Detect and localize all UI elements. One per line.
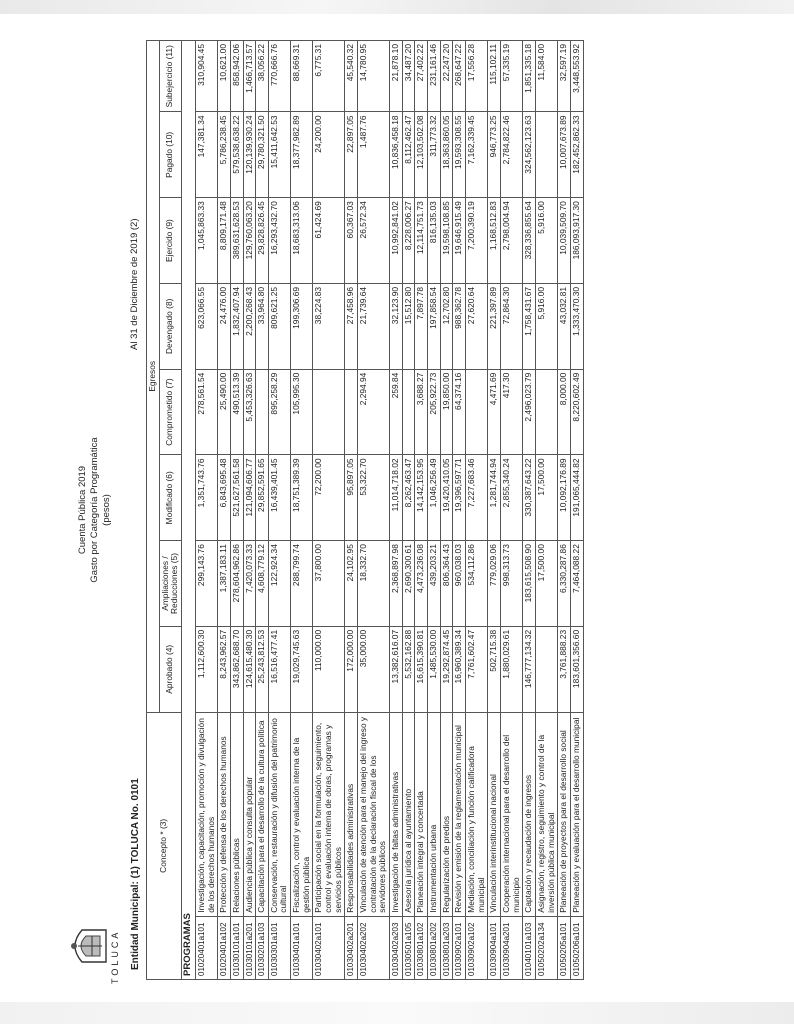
- row-value: 1,112,600.30: [195, 626, 217, 712]
- row-value: [313, 369, 345, 455]
- row-value: 72,200.00: [313, 455, 345, 541]
- row-code: 01030402a203: [390, 916, 403, 979]
- row-value: 311,773.32: [428, 112, 441, 198]
- row-concepto: Cooperación internacional para el desarrollo del municipio: [500, 712, 522, 916]
- table-row: [415, 41, 428, 980]
- document-title: Cuenta Pública 2019: [77, 465, 88, 555]
- row-value: 10,039,509.70: [558, 198, 571, 284]
- row-value: 27,402.22: [415, 41, 428, 112]
- row-value: 221,397.89: [488, 283, 501, 369]
- row-value: 17,556.28: [465, 41, 487, 112]
- row-value: 11,014,718.02: [390, 455, 403, 541]
- row-value: 288,799.74: [291, 541, 313, 627]
- row-value: 26,572.34: [358, 198, 390, 284]
- row-value: 389,631,628.53: [230, 198, 243, 284]
- row-value: 8,809,171.48: [218, 198, 231, 284]
- row-value: 7,200,390.19: [465, 198, 487, 284]
- row-value: 8,112,462.47: [402, 112, 415, 198]
- row-value: 16,516,477.41: [268, 626, 290, 712]
- row-code: 01030101a201: [243, 916, 256, 979]
- row-concepto: Vinculación interinstitucional nacional: [488, 712, 501, 916]
- row-value: 1,487.76: [358, 112, 390, 198]
- row-value: 205,922.73: [428, 369, 441, 455]
- row-value: 64,374.16: [453, 369, 466, 455]
- row-value: 2,294.94: [358, 369, 390, 455]
- row-value: 18,683,313.06: [291, 198, 313, 284]
- row-value: 29,852,591.65: [256, 455, 269, 541]
- row-value: 8,262,463.47: [402, 455, 415, 541]
- table-row: [243, 41, 256, 980]
- row-value: 2,368,897.98: [390, 541, 403, 627]
- row-concepto: Revisión y emisión de la reglamentación municipal: [453, 712, 466, 916]
- row-value: [345, 369, 358, 455]
- row-value: 521,627,561.58: [230, 455, 243, 541]
- row-concepto: Fiscalización, control y evaluación interna de la gestión pública: [291, 712, 313, 916]
- row-value: 8,243,962.57: [218, 626, 231, 712]
- row-value: 310,904.45: [195, 41, 217, 112]
- table-row: [558, 41, 571, 980]
- row-value: [256, 369, 269, 455]
- row-value: 35,000.00: [358, 626, 390, 712]
- row-value: 960,038.03: [453, 541, 466, 627]
- row-value: 16,293,432.70: [268, 198, 290, 284]
- row-value: 172,000.00: [345, 626, 358, 712]
- row-concepto: Captación y recaudación de ingresos: [523, 712, 536, 916]
- row-value: 15,411,642.53: [268, 112, 290, 198]
- row-concepto: Investigación de faltas administrativas: [390, 712, 403, 916]
- row-value: 18,332.70: [358, 541, 390, 627]
- row-value: 8,220,602.49: [570, 369, 583, 455]
- row-value: 16,439,401.45: [268, 455, 290, 541]
- table-row: [488, 41, 501, 980]
- row-value: 7,162,339.45: [465, 112, 487, 198]
- row-value: 1,880,029.61: [500, 626, 522, 712]
- row-value: 15,512.80: [402, 283, 415, 369]
- document-subtitle: Gasto por Categoría Programática: [89, 437, 100, 583]
- row-value: 115,102.11: [488, 41, 501, 112]
- row-code: 01050206a101: [570, 916, 583, 979]
- row-concepto: Planeación integral y concertada: [415, 712, 428, 916]
- row-value: 129,760,063.20: [243, 198, 256, 284]
- row-code: 01050205a101: [558, 916, 571, 979]
- row-value: 19,850.00: [440, 369, 453, 455]
- row-value: 324,562,123.63: [523, 112, 536, 198]
- row-value: 14,780.95: [358, 41, 390, 112]
- row-value: 2,690,300.61: [402, 541, 415, 627]
- row-concepto: Vinculación de atención para el manejo del ingreso y contratación de la declaración fiscal de los servidores públicos: [358, 712, 390, 916]
- row-value: 278,561.54: [195, 369, 217, 455]
- header-concepto: Concepto * (3): [147, 712, 182, 979]
- row-value: 7,420,073.33: [243, 541, 256, 627]
- row-value: [402, 369, 415, 455]
- row-value: 16,960,389.34: [453, 626, 466, 712]
- periodo-label: Al 31 de Diciembre de 2019 (2): [129, 218, 140, 350]
- row-code: 01030904a201: [500, 916, 522, 979]
- row-value: 8,228,006.27: [402, 198, 415, 284]
- row-value: 7,464,088.22: [570, 541, 583, 627]
- row-value: 24,200.00: [313, 112, 345, 198]
- header-pagado: Pagado (10): [159, 112, 181, 198]
- row-value: 4,471.69: [488, 369, 501, 455]
- row-value: 19,396,597.71: [453, 455, 466, 541]
- row-concepto: Conservación, restauración y difusión del patrimonio cultural: [268, 712, 290, 916]
- row-value: 779,029.06: [488, 541, 501, 627]
- row-value: 12,114,751.73: [415, 198, 428, 284]
- table-row: [440, 41, 453, 980]
- row-value: 6,775.31: [313, 41, 345, 112]
- scan-bottom-edge: [0, 1002, 794, 1024]
- row-value: 88,669.31: [291, 41, 313, 112]
- row-value: 10,621.00: [218, 41, 231, 112]
- header-egresos: Egresos: [147, 41, 160, 713]
- header-ampliaciones: Ampliaciones / Reducciones (5): [159, 541, 181, 627]
- row-value: 7,761,602.47: [465, 626, 487, 712]
- row-value: 988,362.78: [453, 283, 466, 369]
- rotated-document-page: [60, 30, 720, 990]
- row-value: 110,000.00: [313, 626, 345, 712]
- table-row: [390, 41, 403, 980]
- row-value: 19,646,915.49: [453, 198, 466, 284]
- row-code: 01040101a103: [523, 916, 536, 979]
- row-value: 199,306.69: [291, 283, 313, 369]
- row-value: 343,862,688.70: [230, 626, 243, 712]
- row-value: 95,897.05: [345, 455, 358, 541]
- row-concepto: Investigación, capacitación, promoción y divulgación de los derechos humanos: [195, 712, 217, 916]
- row-value: 18,751,389.39: [291, 455, 313, 541]
- row-value: 53,322.70: [358, 455, 390, 541]
- row-value: 182,452,862.33: [570, 112, 583, 198]
- row-value: 11,584.00: [535, 41, 557, 112]
- row-concepto: Audiencia pública y consulta popular: [243, 712, 256, 916]
- row-value: 6,330,287.86: [558, 541, 571, 627]
- row-value: 1,333,470.30: [570, 283, 583, 369]
- row-value: 34,487.20: [402, 41, 415, 112]
- row-concepto: Planeación de proyectos para el desarrollo social: [558, 712, 571, 916]
- row-value: 2,855,340.24: [500, 455, 522, 541]
- table-row: [523, 41, 536, 980]
- row-code: 01030801a102: [415, 916, 428, 979]
- row-value: 998,313.73: [500, 541, 522, 627]
- table-row: [358, 41, 390, 980]
- row-code: 01030101a101: [230, 916, 243, 979]
- row-value: 38,056.22: [256, 41, 269, 112]
- table-row: [218, 41, 231, 980]
- row-value: 858,942.06: [230, 41, 243, 112]
- table-row: [291, 41, 313, 980]
- table-row: [570, 41, 583, 980]
- row-value: [465, 369, 487, 455]
- header-subejercicio: Subejercicio (11): [159, 41, 181, 112]
- row-code: 01020401a101: [195, 916, 217, 979]
- row-value: 37,800.00: [313, 541, 345, 627]
- row-value: [535, 112, 557, 198]
- table-row: [535, 41, 557, 980]
- header-modificado: Modificado (6): [159, 455, 181, 541]
- row-value: 19,029,745.63: [291, 626, 313, 712]
- row-value: 147,381.34: [195, 112, 217, 198]
- row-value: 1,485,530.00: [428, 626, 441, 712]
- row-value: 183,615,508.90: [523, 541, 536, 627]
- row-value: 328,336,855.64: [523, 198, 536, 284]
- row-value: [535, 369, 557, 455]
- row-value: 809,621.25: [268, 283, 290, 369]
- row-value: 4,473,236.08: [415, 541, 428, 627]
- row-value: 24,102.95: [345, 541, 358, 627]
- row-value: 1,045,863.33: [195, 198, 217, 284]
- row-value: 14,142,153.95: [415, 455, 428, 541]
- row-value: 17,500.00: [535, 541, 557, 627]
- row-value: 4,608,779.12: [256, 541, 269, 627]
- scan-top-edge: [0, 0, 794, 14]
- table-row: [195, 41, 217, 980]
- row-code: 01030902a102: [465, 916, 487, 979]
- row-value: 146,777,134.32: [523, 626, 536, 712]
- table-row: [268, 41, 290, 980]
- row-value: 2,784,822.46: [500, 112, 522, 198]
- row-code: 01030301a101: [268, 916, 290, 979]
- row-value: 21,878.10: [390, 41, 403, 112]
- row-value: 21,739.64: [358, 283, 390, 369]
- row-value: 534,112.86: [465, 541, 487, 627]
- logo-text: TOLUCA: [110, 929, 120, 984]
- row-code: 01030201a103: [256, 916, 269, 979]
- row-value: 122,924.34: [268, 541, 290, 627]
- row-value: 2,200,268.43: [243, 283, 256, 369]
- row-value: 439,203.21: [428, 541, 441, 627]
- row-value: 18,363,860.05: [440, 112, 453, 198]
- table-row: [500, 41, 522, 980]
- row-value: 13,382,616.07: [390, 626, 403, 712]
- row-value: 10,092,176.89: [558, 455, 571, 541]
- row-value: 330,387,643.22: [523, 455, 536, 541]
- table-row: [345, 41, 358, 980]
- row-value: [535, 626, 557, 712]
- row-code: 01030402a202: [358, 916, 390, 979]
- row-concepto: Responsabilidades administrativas: [345, 712, 358, 916]
- row-code: 01030402a201: [345, 916, 358, 979]
- row-value: 29,780,321.50: [256, 112, 269, 198]
- row-value: 895,258.29: [268, 369, 290, 455]
- row-value: 5,532,162.88: [402, 626, 415, 712]
- section-programas: PROGRAMAS: [181, 41, 195, 980]
- row-value: 7,227,683.46: [465, 455, 487, 541]
- row-value: 19,420,410.05: [440, 455, 453, 541]
- table-row: [465, 41, 487, 980]
- row-value: 19,593,308.55: [453, 112, 466, 198]
- row-value: 3,761,888.23: [558, 626, 571, 712]
- row-value: 579,538,638.22: [230, 112, 243, 198]
- row-value: 124,615,480.30: [243, 626, 256, 712]
- row-value: 19,292,874.45: [440, 626, 453, 712]
- row-value: 816,135.03: [428, 198, 441, 284]
- row-value: 25,243,812.53: [256, 626, 269, 712]
- table-row: [402, 41, 415, 980]
- row-value: 1,758,431.67: [523, 283, 536, 369]
- row-value: 72,864.30: [500, 283, 522, 369]
- row-value: 24,476.00: [218, 283, 231, 369]
- row-value: 22,247.20: [440, 41, 453, 112]
- row-code: 01050202a134: [535, 916, 557, 979]
- row-value: 490,513.39: [230, 369, 243, 455]
- row-code: 01030801a202: [428, 916, 441, 979]
- row-code: 01030902a101: [453, 916, 466, 979]
- row-value: 1,387,183.11: [218, 541, 231, 627]
- row-value: 623,066.55: [195, 283, 217, 369]
- row-value: 502,715.38: [488, 626, 501, 712]
- row-concepto: Capacitación para el desarrollo de la cultura política: [256, 712, 269, 916]
- row-code: 01030401a101: [291, 916, 313, 979]
- row-value: 60,367.03: [345, 198, 358, 284]
- row-value: 8,000.00: [558, 369, 571, 455]
- row-value: 1,832,407.94: [230, 283, 243, 369]
- row-concepto: Instrumentación urbana: [428, 712, 441, 916]
- row-value: 45,540.32: [345, 41, 358, 112]
- row-value: 1,466,713.57: [243, 41, 256, 112]
- row-value: 10,836,458.18: [390, 112, 403, 198]
- table-row: [230, 41, 243, 980]
- header-comprometido: Comprometido (7): [159, 369, 181, 455]
- row-value: 12,103,502.08: [415, 112, 428, 198]
- header-devengado: Devengado (8): [159, 283, 181, 369]
- row-value: 946,773.25: [488, 112, 501, 198]
- row-value: 299,143.76: [195, 541, 217, 627]
- row-value: 25,490.00: [218, 369, 231, 455]
- row-concepto: Mediación, conciliación y función calificadora municipal: [465, 712, 487, 916]
- row-value: 1,351,743.76: [195, 455, 217, 541]
- row-value: 1,046,256.49: [428, 455, 441, 541]
- row-value: 5,786,238.45: [218, 112, 231, 198]
- row-concepto: Planeación y evaluación para el desarrollo municipal: [570, 712, 583, 916]
- document-units: (pesos): [101, 494, 112, 526]
- row-concepto: Asignación, registro, seguimiento y control de la inversión pública municipal: [535, 712, 557, 916]
- header-ejercido: Ejercido (9): [159, 198, 181, 284]
- row-value: 33,964.80: [256, 283, 269, 369]
- row-value: 3,448,553.92: [570, 41, 583, 112]
- row-value: 3,688.27: [415, 369, 428, 455]
- row-value: 12,702.80: [440, 283, 453, 369]
- row-code: 01020401a102: [218, 916, 231, 979]
- row-value: 231,161.46: [428, 41, 441, 112]
- row-value: 22,897.05: [345, 112, 358, 198]
- row-value: 27,620.64: [465, 283, 487, 369]
- row-value: 806,364.43: [440, 541, 453, 627]
- row-value: 278,604,962.86: [230, 541, 243, 627]
- table-row: [313, 41, 345, 980]
- row-concepto: Regularización de predios: [440, 712, 453, 916]
- row-value: 10,992,841.02: [390, 198, 403, 284]
- row-value: 186,093,917.30: [570, 198, 583, 284]
- row-value: 197,858.54: [428, 283, 441, 369]
- municipal-seal-logo: [66, 916, 114, 976]
- entidad-municipal: Entidad Municipal: (1) TOLUCA No. 0101: [130, 778, 141, 970]
- row-value: 43,032.81: [558, 283, 571, 369]
- header-aprobado: Aprobado (4): [159, 626, 181, 712]
- row-value: 29,828,826.45: [256, 198, 269, 284]
- row-concepto: Protección y defensa de los derechos humanos: [218, 712, 231, 916]
- row-value: 61,424.69: [313, 198, 345, 284]
- row-value: 121,094,606.77: [243, 455, 256, 541]
- row-value: 417.30: [500, 369, 522, 455]
- row-concepto: Participación social en la formulación, seguimiento, control y evaluación interna de obras, programas y servicios públicos: [313, 712, 345, 916]
- row-value: 27,458.96: [345, 283, 358, 369]
- row-concepto: Relaciones públicas: [230, 712, 243, 916]
- row-code: 01030501a105: [402, 916, 415, 979]
- row-value: 5,453,326.63: [243, 369, 256, 455]
- row-value: 6,843,695.48: [218, 455, 231, 541]
- table-row: [428, 41, 441, 980]
- table-row: [453, 41, 466, 980]
- row-value: 1,168,512.83: [488, 198, 501, 284]
- row-value: 1,281,744.94: [488, 455, 501, 541]
- row-value: 5,916.00: [535, 198, 557, 284]
- row-value: 183,601,356.60: [570, 626, 583, 712]
- row-value: 2,496,023.79: [523, 369, 536, 455]
- row-code: 01030904a101: [488, 916, 501, 979]
- row-value: 19,598,108.85: [440, 198, 453, 284]
- row-value: 38,224.83: [313, 283, 345, 369]
- row-value: 120,139,930.24: [243, 112, 256, 198]
- row-value: 268,647.22: [453, 41, 466, 112]
- row-value: 2,798,004.94: [500, 198, 522, 284]
- row-value: 57,335.19: [500, 41, 522, 112]
- row-value: 10,007,673.89: [558, 112, 571, 198]
- row-value: 770,666.76: [268, 41, 290, 112]
- table-row: [256, 41, 269, 980]
- row-value: 32,123.90: [390, 283, 403, 369]
- row-value: 32,597.19: [558, 41, 571, 112]
- row-value: 191,065,444.82: [570, 455, 583, 541]
- gasto-table: [146, 40, 584, 980]
- row-code: 01030801a203: [440, 916, 453, 979]
- row-value: 259.84: [390, 369, 403, 455]
- row-value: 5,916.00: [535, 283, 557, 369]
- row-value: 17,500.00: [535, 455, 557, 541]
- row-concepto: Asesoría jurídica al ayuntamiento: [402, 712, 415, 916]
- row-value: 105,995.30: [291, 369, 313, 455]
- row-code: 01030402a101: [313, 916, 345, 979]
- row-value: 1,851,335.18: [523, 41, 536, 112]
- row-value: 16,615,390.81: [415, 626, 428, 712]
- row-value: 7,897.78: [415, 283, 428, 369]
- row-value: 18,377,982.89: [291, 112, 313, 198]
